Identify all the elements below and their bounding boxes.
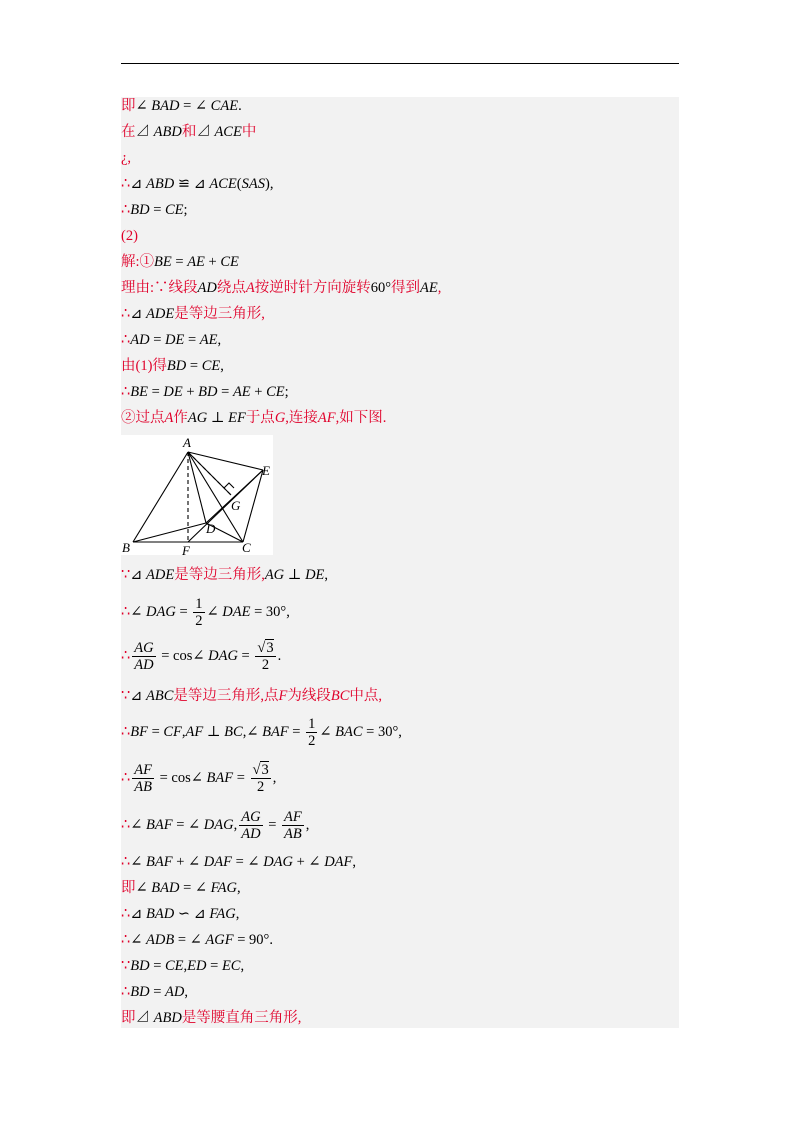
line-4: ∴⊿ ABD ≌ ⊿ ACE(SAS),	[121, 176, 274, 192]
line-2: 在⊿ ABD和⊿ ACE中	[121, 124, 257, 140]
line-24: ∴∠ ADB = ∠ AGF = 90°.	[121, 932, 273, 948]
line-26: ∴BD = AD,	[121, 984, 188, 1000]
line-22: 即∠ BAD = ∠ FAG,	[121, 880, 241, 896]
line-20: ∴∠ BAF = ∠ DAG, $\frac{AG}{AD}$ = $\frac{AF}{AB}$ ,	[121, 809, 310, 843]
line-7: 解:①BE = AE + CE	[121, 254, 239, 270]
line-27: 即⊿ ABD是等腰直角三角形,	[121, 1010, 302, 1026]
line-17: ∵⊿ ABC是等边三角形,点F为线段BC中点,	[121, 688, 383, 704]
line-5: ∴BD = CE;	[121, 202, 188, 218]
line-16: ∴ $\frac{AG}{AD}$ = cos∠ DAG = $\frac{√3}{2}$ .	[121, 640, 282, 674]
triangle-diagram	[121, 435, 273, 555]
line-6: (2)	[121, 228, 138, 244]
line-25: ∵BD = CE,ED = EC,	[121, 958, 245, 974]
line-15: ∴∠ DAG = $\frac{1}{2}$ ∠ DAE = 30°,	[121, 596, 290, 630]
line-12: ∴BE = DE + BD = AE + CE;	[121, 384, 289, 400]
line-8: 理由:∵线段AD绕点A按逆时针方向旋转60°得到AE,	[121, 280, 442, 296]
line-3: ¿,	[121, 150, 132, 166]
label-D: D	[206, 521, 216, 536]
header-rule	[121, 63, 679, 64]
line-9: ∴⊿ ADE是等边三角形,	[121, 306, 265, 322]
line-18: ∴BF = CF,AF ⊥ BC,∠ BAF = $\frac{1}{2}$ ∠ BAC = 30°,	[121, 716, 402, 750]
label-E: E	[262, 463, 270, 478]
label-F: F	[182, 543, 190, 555]
label-A: A	[183, 435, 191, 450]
geometry-figure	[121, 435, 273, 555]
line-11: 由(1)得BD = CE,	[121, 358, 224, 374]
line-14: ∵⊿ ADE是等边三角形,AG ⊥ DE,	[121, 567, 329, 583]
label-G: G	[231, 498, 241, 513]
line-21: ∴∠ BAF + ∠ DAF = ∠ DAG + ∠ DAF,	[121, 854, 357, 870]
label-C: C	[242, 540, 251, 555]
line-13: ②过点A作AG ⊥ EF于点G,连接AF,如下图.	[121, 410, 387, 426]
line-10: ∴AD = DE = AE,	[121, 332, 222, 348]
line-23: ∴⊿ BAD ∽ ⊿ FAG,	[121, 906, 240, 922]
solution-body	[121, 97, 679, 1028]
line-1: 即∠ BAD = ∠ CAE.	[121, 98, 242, 114]
label-B: B	[122, 540, 130, 555]
line-19: ∴ $\frac{AF}{AB}$ = cos∠ BAF = $\frac{√3}{2}$ ,	[121, 762, 277, 796]
